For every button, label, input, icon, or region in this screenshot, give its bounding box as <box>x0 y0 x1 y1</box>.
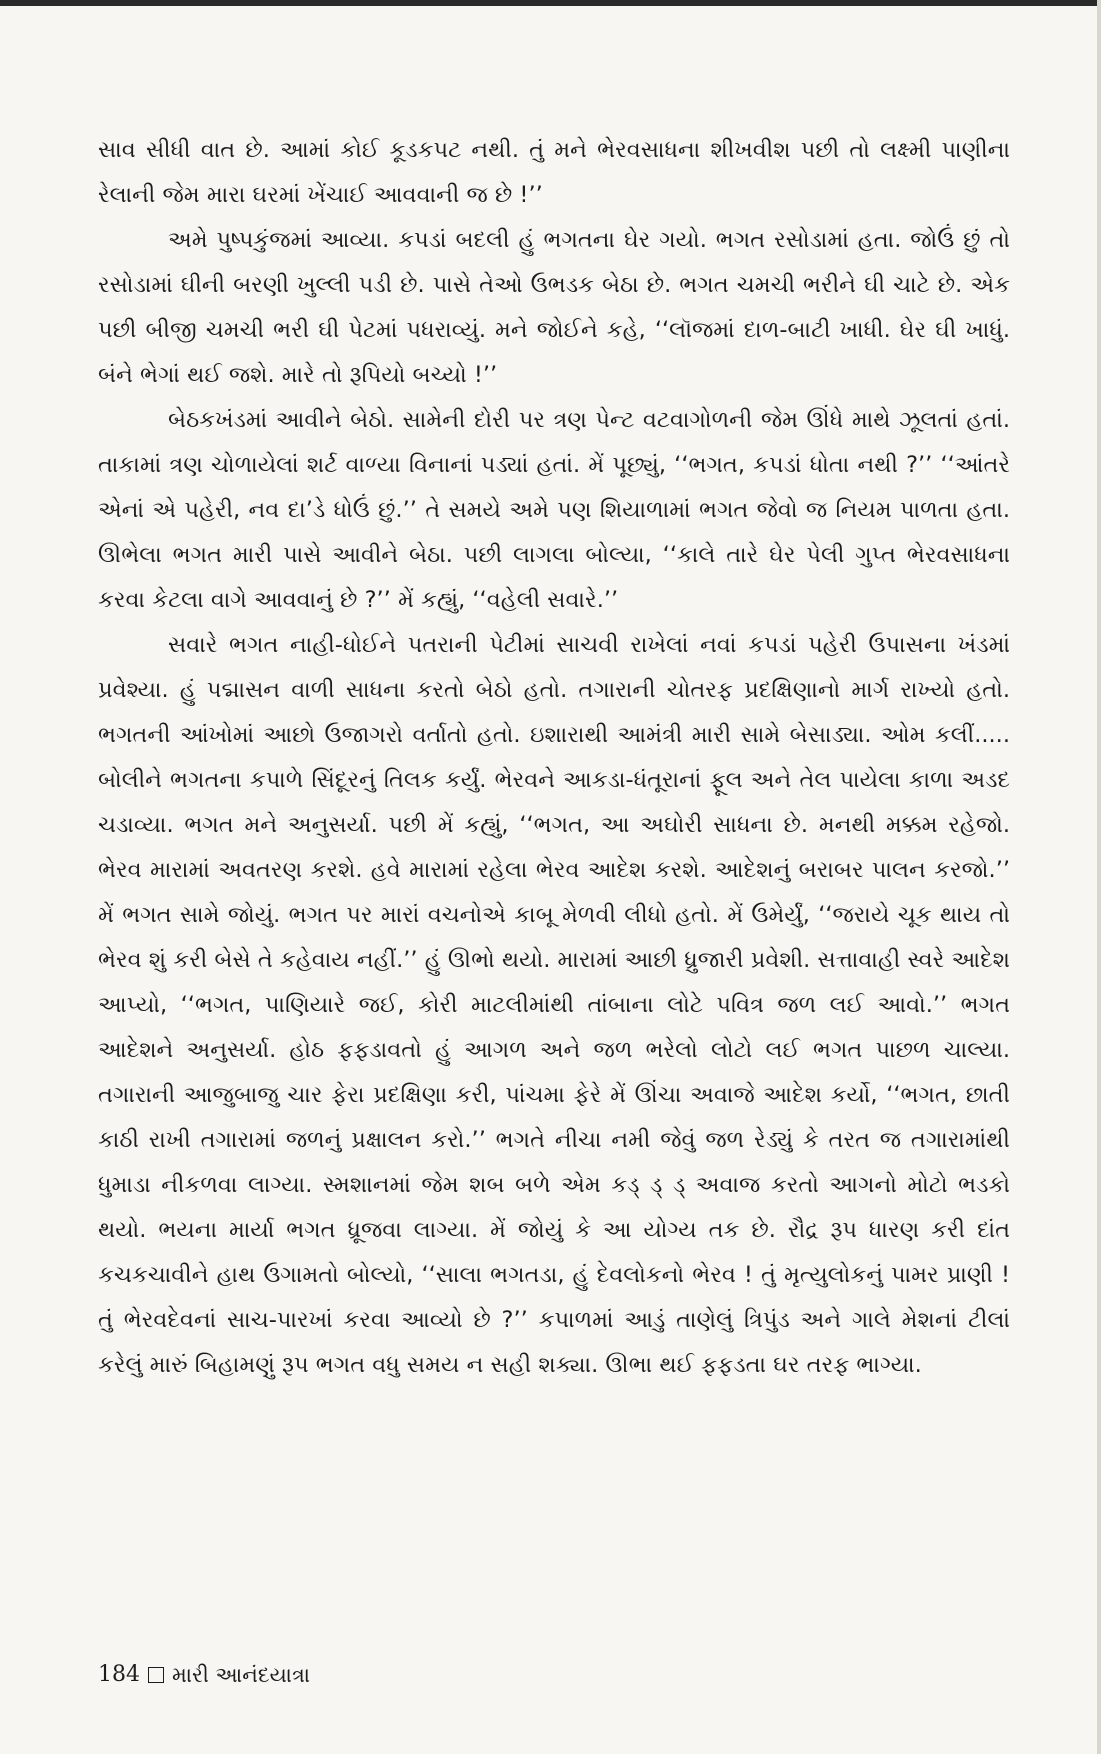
right-edge-shadow <box>1097 0 1101 1754</box>
book-title: મારી આનંદયાત્રા <box>172 1663 311 1687</box>
page-footer <box>98 1660 310 1690</box>
paragraph-2: અમે પુષ્પકુંજમાં આવ્યા. કપડાં બદલી હું ભગતના ઘેર ગયો. ભગત રસોડામાં હતા. જોઉં છું તો રસોડામાં ઘીની બરણી ખુલ્લી પડી છે. પાસે તેઓ ઉભડક બેઠા છે. ભગત ચમચી ભરીને ઘી ચાટે છે. એક પછી બીજી ચમચી ભરી ઘી પેટમાં પધરાવ્યું. મને જોઈને કહે, ‘‘લૉજમાં દાળ-બાટી ખાધી. ઘેર ઘી ખાધું. બંને ભેગાં થઈ જશે. મારે તો રૂપિયો બચ્યો !’’ <box>98 227 1010 388</box>
square-separator-icon <box>148 1667 164 1683</box>
paragraph-4: સવારે ભગત નાહી-ધોઈને પતરાની પેટીમાં સાચવી રાખેલાં નવાં કપડાં પહેરી ઉપાસના ખંડમાં પ્રવેશ્યા. હું પદ્માસન વાળી સાધના કરતો બેઠો હતો. તગારાની ચોતરફ પ્રદક્ષિણાનો માર્ગ રાખ્યો હતો. ભગતની આંખોમાં આછો ઉજાગરો વર્તાતો હતો. ઇશારાથી આમંત્રી મારી સામે બેસાડ્યા. ઓમ કલીં..... બોલીને ભગતના કપાળે સિંદૂરનું તિલક કર્યું. ભેરવને આકડા-ધંતૂરાનાં ફૂલ અને તેલ પાયેલા કાળા અડદ ચડાવ્યા. ભગત મને અનુસર્યા. પછી મેં કહ્યું, ‘‘ભગત, આ અઘોરી સાધના છે. મનથી મક્કમ રહેજો. ભેરવ મારામાં અવતરણ કરશે. હવે મારામાં રહેલા ભેરવ આદેશ કરશે. આદેશનું બરાબર પાલન કરજો.’’ મેં ભગત સામે જોયું. ભગત પર મારાં વચનોએ કાબૂ મેળવી લીધો હતો. મેં ઉમેર્યું, ‘‘જરાયે ચૂક થાય તો ભેરવ શું કરી બેસે તે કહેવાય નહીં.’’ હું ઊભો થયો. મારામાં આછી ધ્રુજારી પ્રવેશી. સત્તાવાહી સ્વરે આદેશ આપ્યો, ‘‘ભગત, પાણિયારે જઈ, કોરી માટલીમાંથી તાંબાના લોટે પવિત્ર જળ લઈ આવો.’’ ભગત આદેશને અનુસર્યા. હોઠ ફફડાવતો હું આગળ અને જળ ભરેલો લોટો લઈ ભગત પાછળ ચાલ્યા. તગારાની આજુબાજુ ચાર ફેરા પ્રદક્ષિણા કરી, પાંચમા ફેરે મેં ઊંચા અવાજે આદેશ કર્યો, ‘‘ભગત, છાતી કાઠી રાખી તગારામાં જળનું પ્રક્ષાલન કરો.’’ ભગતે નીચા નમી જેવું જળ રેડ્યું કે તરત જ તગારામાંથી ધુમાડા નીકળવા લાગ્યા. સ્મશાનમાં જેમ શબ બળે એમ કડ્ ડ્ ડ્ અવાજ કરતો આગનો મોટો ભડકો થયો. ભયના માર્યા ભગત ધ્રૂજવા લાગ્યા. મેં જોયું કે આ યોગ્ય તક છે. રૌદ્ર રૂપ ધારણ કરી દાંત કચકચાવીને હાથ ઉગામતો બોલ્યો, ‘‘સાલા ભગતડા, હું દેવલોકનો ભેરવ ! તું મૃત્યુલોકનું પામર પ્રાણી ! તું ભેરવદેવનાં સાચ-પારખાં કરવા આવ્યો છે ?’’ કપાળમાં આડું તાણેલું ત્રિપુંડ અને ગાલે મેશનાં ટીલાં કરેલું મારું બિહામણું રૂપ ભગત વધુ સમય ન સહી શક્યા. ઊભા થઈ ફફડતા ઘર તરફ ભાગ્યા. <box>98 632 1010 1378</box>
top-edge-shadow <box>0 0 1101 6</box>
paragraph-3: બેઠકખંડમાં આવીને બેઠો. સામેની દોરી પર ત્રણ પેન્ટ વટવાગોળની જેમ ઊંધે માથે ઝૂલતાં હતાં. તાકામાં ત્રણ ચોળાયેલાં શર્ટ વાળ્યા વિનાનાં પડ્યાં હતાં. મેં પૂછ્યું, ‘‘ભગત, કપડાં ધોતા નથી ?’’ ‘‘આંતરે એનાં એ પહેરી, નવ દા’ડે ધોઉં છું.’’ તે સમયે અમે પણ શિયાળામાં ભગત જેવો જ નિયમ પાળતા હતા. ઊભેલા ભગત મારી પાસે આવીને બેઠા. પછી લાગલા બોલ્યા, ‘‘કાલે તારે ઘેર પેલી ગુપ્ત ભેરવસાધના કરવા કેટલા વાગે આવવાનું છે ?’’ મેં કહ્યું, ‘‘વહેલી સવારે.’’ <box>98 407 1010 613</box>
page-body <box>98 128 1010 1388</box>
paragraph-1: સાવ સીધી વાત છે. આમાં કોઈ કૂડકપટ નથી. તું મને ભેરવસાધના શીખવીશ પછી તો લક્ષ્મી પાણીના રેલાની જેમ મારા ઘરમાં ખેંચાઈ આવવાની જ છે !’’ <box>98 137 1010 208</box>
page-number: 184 <box>98 1662 140 1687</box>
